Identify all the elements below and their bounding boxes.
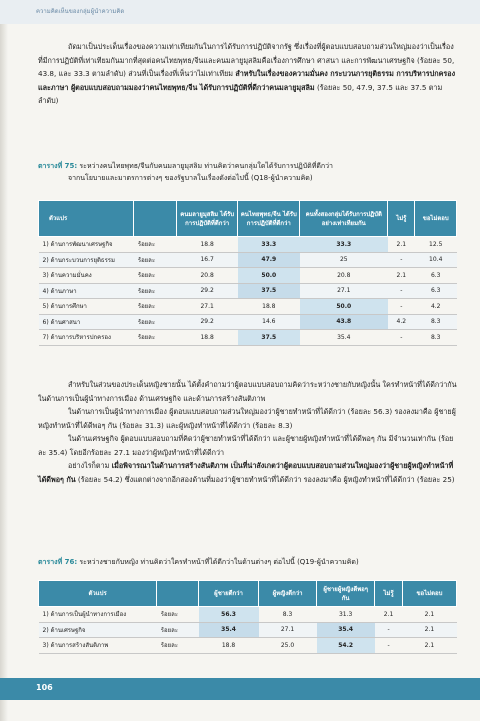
cell-value: -	[388, 299, 415, 315]
cell-value-highlight: 50.0	[238, 268, 300, 284]
row-unit: ร้อยละ	[134, 237, 177, 253]
cell-value: -	[375, 638, 403, 654]
cell-value-highlight: 56.3	[199, 607, 259, 623]
cell-value: -	[388, 252, 415, 268]
table-75-header-unit	[134, 201, 177, 237]
cell-value: 2.1	[388, 268, 415, 284]
cell-value: 2.1	[402, 622, 456, 638]
row-unit: ร้อยละ	[134, 314, 177, 330]
table-76-label: ตารางที่ 76:	[38, 558, 78, 566]
running-header	[0, 0, 480, 24]
cell-value: 2.1	[375, 607, 403, 623]
footer-bar	[0, 678, 480, 700]
paragraph-gender-line4-c: (ร้อยละ 54.2) ซึ่งแตกต่างจากอีกสองด้านที่มองว่าผู้ชายทำหน้าที่ได้ดีกว่า รองลงมาคือ ผู้หญิงทำหน้าที่ได้ดีกว่า (ร้อยละ 25)	[75, 474, 455, 484]
cell-value: 10.4	[415, 252, 457, 268]
row-label: 3) ด้านความมั่นคง	[39, 268, 134, 284]
table-75-header-malay: คนมลายูมุสลิม ได้รับการปฏิบัติที่ดีกว่า	[177, 201, 238, 237]
table-76-header-unit	[157, 581, 199, 607]
cell-value-highlight: 47.9	[238, 252, 300, 268]
table-75-header-equal: คนทั้งสองกลุ่มได้รับการปฏิบัติอย่างเท่าเทียมกัน	[300, 201, 388, 237]
row-label: 2) ด้านเศรษฐกิจ	[39, 622, 157, 638]
cell-value: 2.1	[402, 607, 456, 623]
table-75-header-thai: คนไทยพุทธ/จีน ได้รับการปฏิบัติที่ดีกว่า	[238, 201, 300, 237]
table-75-caption	[38, 160, 458, 184]
cell-value: 8.3	[259, 607, 317, 623]
paragraph-gender-line3: ในด้านเศรษฐกิจ ผู้ตอบแบบสอบถามที่คิดว่าผู้ชายทำหน้าที่ได้ดีกว่า และผู้ชายผู้หญิงทำหน้าที่ได้ดีพอๆ กัน มีจำนวนเท่ากัน (ร้อยละ 35.4) โดยอีกร้อยละ 27.1 มองว่าผู้หญิงทำหน้าที่ได้ดีกว่า	[38, 434, 454, 457]
row-unit: ร้อยละ	[157, 622, 199, 638]
cell-value: 12.5	[415, 237, 457, 253]
table-row	[39, 237, 457, 253]
table-76-header-variable: ตัวแปร	[39, 581, 157, 607]
cell-value-highlight: 37.5	[238, 283, 300, 299]
row-unit: ร้อยละ	[157, 638, 199, 654]
table-75-header-variable: ตัวแปร	[39, 201, 134, 237]
row-unit: ร้อยละ	[134, 330, 177, 346]
cell-value: 4.2	[415, 299, 457, 315]
table-75-caption-line1: ระหว่างคนไทยพุทธ/จีนกับคนมลายูมุสลิม ท่านคิดว่าคนกลุ่มใดได้รับการปฏิบัติที่ดีกว่า	[79, 162, 333, 170]
cell-value: 27.1	[177, 299, 238, 315]
cell-value: 20.8	[177, 268, 238, 284]
table-76-header-unknown: ไม่รู้	[375, 581, 403, 607]
cell-value: 29.2	[177, 314, 238, 330]
table-row	[39, 622, 457, 638]
table-76	[38, 580, 457, 654]
cell-value-highlight: 43.8	[300, 314, 388, 330]
table-75-caption-line2: จากนโยบายและมาตรการต่างๆ ของรัฐบาลในเรื่องดังต่อไปนี้ (Q18-ผู้นำความคิด)	[68, 174, 313, 182]
cell-value: 18.8	[177, 237, 238, 253]
paragraph-gender	[38, 378, 458, 486]
table-76-caption-text: ระหว่างชายกับหญิง ท่านคิดว่าใครทำหน้าที่ได้ดีกว่าในด้านต่างๆ ต่อไปนี้ (Q19-ผู้นำความคิด)	[79, 558, 359, 566]
cell-value-highlight: 33.3	[238, 237, 300, 253]
table-row	[39, 283, 457, 299]
table-75	[38, 200, 457, 346]
table-76-header-women: ผู้หญิงดีกว่า	[259, 581, 317, 607]
cell-value: -	[388, 330, 415, 346]
table-row	[39, 330, 457, 346]
cell-value: 27.1	[259, 622, 317, 638]
paragraph-gender-line4-bold: เมื่อพิจารณาในด้านการสร้างสันติภาพ เป็นที่น่าสังเกตว่าผู้ตอบแบบสอบถามส่วนใหญ่มองว่าผู้ชายผู้หญิงทำหน้าที่ได้ดีพอๆ กัน	[38, 461, 454, 484]
table-75-header-unknown: ไม่รู้	[388, 201, 415, 237]
table-76-header-row	[39, 581, 457, 607]
row-unit: ร้อยละ	[134, 252, 177, 268]
cell-value: 29.2	[177, 283, 238, 299]
cell-value: 14.6	[238, 314, 300, 330]
paragraph-gender-line4-a: อย่างไรก็ตาม	[68, 461, 112, 470]
cell-value-highlight: 54.2	[317, 638, 375, 654]
row-label: 3) ด้านการสร้างสันติภาพ	[39, 638, 157, 654]
cell-value: 18.8	[199, 638, 259, 654]
cell-value: 18.8	[238, 299, 300, 315]
cell-value-highlight: 33.3	[300, 237, 388, 253]
cell-value: 25	[300, 252, 388, 268]
table-75-header-no-answer: ขอไม่ตอบ	[415, 201, 457, 237]
table-row	[39, 638, 457, 654]
cell-value-highlight: 37.5	[238, 330, 300, 346]
paragraph-equality-text-b: (ร้อยละ 50, 47.9, 37.5 และ 37.5 ตามลำดับ)	[38, 82, 443, 105]
cell-value-highlight: 35.4	[317, 622, 375, 638]
cell-value: -	[388, 283, 415, 299]
cell-value: 4.2	[388, 314, 415, 330]
row-label: 5) ด้านการศึกษา	[39, 299, 134, 315]
row-label: 2) ด้านกระบวนการยุติธรรม	[39, 252, 134, 268]
row-label: 7) ด้านการบริหารปกครอง	[39, 330, 134, 346]
table-75-header-row	[39, 201, 457, 237]
table-76-header-no-answer: ขอไม่ตอบ	[402, 581, 456, 607]
running-header-title: ความคิดเห็นของกลุ่มผู้นำความคิด	[36, 8, 125, 15]
cell-value: 16.7	[177, 252, 238, 268]
row-unit: ร้อยละ	[134, 268, 177, 284]
cell-value: 2.1	[402, 638, 456, 654]
paragraph-gender-line2: ในด้านการเป็นผู้นำทางการเมือง ผู้ตอบแบบสอบถามส่วนใหญ่มองว่าผู้ชายทำหน้าที่ได้ดีกว่า (ร้อยละ 56.3) รองลงมาคือ ผู้ชายผู้หญิงทำหน้าที่ได้ดีพอๆ กัน (ร้อยละ 31.3) และผู้หญิงทำหน้าที่ได้ดีกว่า (ร้อยละ 8.3)	[38, 407, 456, 430]
paragraph-equality-text-a: ถัดมาเป็นประเด็นเรื่องของความเท่าเทียมกันในการได้รับการปฏิบัติจากรัฐ ซึ่งเรื่องที่ผู้ตอบแบบสอบถามส่วนใหญ่มองว่าเป็นเรื่องที่มีการปฏิบัติที่เท่าเทียมกันมากที่สุดต่อคนไทยพุทธ/จีนและคนมลายูมุสลิมคือเรื่องการศึกษา ศาสนา และการพัฒนาเศรษฐกิจ (ร้อยละ 50, 43.8, และ 33.3 ตามลำดับ) ส่วนที่เป็นเรื่องที่เห็นว่าไม่เท่าเทียม	[38, 42, 455, 78]
cell-value: 8.3	[415, 314, 457, 330]
cell-value: 20.8	[300, 268, 388, 284]
cell-value-highlight: 50.0	[300, 299, 388, 315]
table-row	[39, 252, 457, 268]
table-75-label: ตารางที่ 75:	[38, 162, 78, 170]
cell-value: 35.4	[300, 330, 388, 346]
table-row	[39, 268, 457, 284]
row-label: 1) ด้านการเป็นผู้นำทางการเมือง	[39, 607, 157, 623]
cell-value: 25.0	[259, 638, 317, 654]
row-unit: ร้อยละ	[134, 283, 177, 299]
row-unit: ร้อยละ	[134, 299, 177, 315]
cell-value: -	[375, 622, 403, 638]
table-76-header-equal: ผู้ชายผู้หญิงดีพอๆ กัน	[317, 581, 375, 607]
paragraph-gender-line1: สำหรับในส่วนของประเด็นหญิงชายนั้น ได้ตั้งคำถามว่าผู้ตอบแบบสอบถามคิดว่าระหว่างชายกับหญิงนั้น ใครทำหน้าที่ได้ดีกว่ากันในด้านการเป็นผู้นำทางการเมือง ด้านเศรษฐกิจ และด้านการสร้างสันติภาพ	[38, 380, 457, 403]
table-76-header-men: ผู้ชายดีกว่า	[199, 581, 259, 607]
table-row	[39, 607, 457, 623]
row-unit: ร้อยละ	[157, 607, 199, 623]
table-76-caption	[38, 556, 458, 568]
page-binding-shadow	[0, 0, 8, 721]
row-label: 1) ด้านการพัฒนาเศรษฐกิจ	[39, 237, 134, 253]
cell-value: 18.8	[177, 330, 238, 346]
table-row	[39, 299, 457, 315]
paragraph-equality-bold: สำหรับในเรื่องของความมั่นคง กระบวนการยุติธรรม การบริหารปกครอง และภาษา ผู้ตอบแบบสอบถามมองว่าคนไทยพุทธ/จีน ได้รับการปฏิบัติที่ดีกว่าคนมลายูมุสลิม	[38, 69, 456, 92]
cell-value-highlight: 35.4	[199, 622, 259, 638]
cell-value: 2.1	[388, 237, 415, 253]
cell-value: 8.3	[415, 330, 457, 346]
row-label: 6) ด้านศาสนา	[39, 314, 134, 330]
page-number: 106	[36, 683, 53, 692]
cell-value: 6.3	[415, 283, 457, 299]
row-label: 4) ด้านภาษา	[39, 283, 134, 299]
table-row	[39, 314, 457, 330]
cell-value: 6.3	[415, 268, 457, 284]
paragraph-gender-line4	[38, 459, 458, 486]
cell-value: 27.1	[300, 283, 388, 299]
cell-value: 31.3	[317, 607, 375, 623]
paragraph-equality	[38, 40, 458, 108]
